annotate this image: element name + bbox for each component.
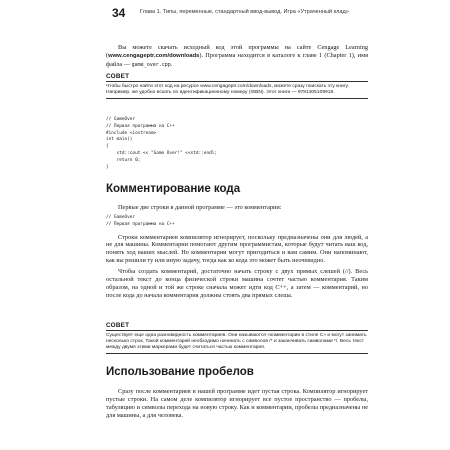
intro-block	[106, 44, 368, 70]
tip-bottom-rule	[106, 353, 368, 354]
page-header	[0, 0, 450, 28]
code-line: // Первая программа на C++	[106, 221, 175, 227]
section-whitespace-body	[106, 388, 368, 420]
code-line: return 0;	[106, 157, 141, 163]
code-line: {	[106, 144, 109, 150]
download-url: www.cengageptr.com/downloads	[108, 52, 200, 59]
tip-title: СОВЕТ	[106, 322, 368, 331]
page-number: 34	[112, 6, 126, 20]
whitespace-paragraph-1: Сразу после комментариев в нашей программе идет пустая строка. Компилятор игнорирует пустые строки. На самом деле компилятор игнорирует все пустое пространство — пробелы, табуляцию и символы перехода на новую строку. Как и комментарии, пробелы предназначены не для машины, а для человека.	[106, 388, 368, 419]
section-lead: Первые две строки в данной программе — это комментарии:	[118, 204, 282, 211]
tip-text: Существует еще одна разновидность комментариев. Они называются «комментарии в стиле С» и могут занимать несколько строк. Такой комментарий необходимо начинать с символов /* и заканчивать символами */. Весь текст между двумя этими маркерами будет считаться частью комментария.	[106, 332, 367, 351]
tip-text: Чтобы быстро найти этот код на ресурсе www.cengageptr.com/downloads, можете сразу поискать эту книгу. Например, же удобно искать по идентификационному номеру (ISBN). Этот книги — 9781305109919.	[106, 83, 349, 95]
tip-bottom-rule	[106, 98, 368, 99]
code-line: std::cout << "Game Over!" <<std::endl;	[106, 150, 218, 156]
intro-text-after-url: ). Программа находится в каталоге к главе 1 (Chapter 1), имя файла —	[106, 51, 368, 68]
running-head: Глава 1. Типы, переменные, стандартный ввод-вывод. Игра «Утраченный клад»	[140, 9, 349, 15]
code-line: int main()	[106, 137, 133, 143]
tip-title: СОВЕТ	[106, 73, 368, 82]
intro-text-before-url: Вы можете скачать исходный код этой программы на сайте Cengage Learning (	[106, 44, 368, 59]
comments-paragraph-1: Строки комментариев компилятор игнорирует, поскольку предназначены они для людей, а не для машины. Комментарии помогают другим программистам, которые будут читать ваш код, понять ход ваших мыслей. Но комментарии могут пригодиться и вам самим. Они напоминают, как вы решили ту или иную задачу, тогда как ко кода это может быть неочевидно.	[106, 233, 368, 265]
code-line: // GameOver	[106, 214, 136, 220]
intro-paragraph	[106, 44, 368, 70]
code-line: }	[106, 164, 109, 170]
code-line: // GameOver	[106, 117, 136, 122]
code-line: #include <iostream>	[106, 130, 157, 136]
code-listing-1	[106, 117, 368, 171]
tip-box-2	[106, 322, 368, 354]
comments-paragraph-2: Чтобы создать комментарий, достаточно начать строку с двух прямых слешей (//). Весь остальной текст до конца физической строки машина сочтет частью комментария. Таким образом, на одной и той же строке сначала может идти код C++, а затем — комментарий, но после кода до начала комментария должны стоять два прямых слеша.	[106, 268, 368, 299]
tip-box-1	[106, 73, 368, 99]
section-heading-whitespace: Использование пробелов	[106, 366, 254, 378]
filename: game_over.cpp	[131, 61, 171, 68]
section-comments-body	[106, 204, 368, 300]
section-heading-comments: Комментирование кода	[106, 183, 241, 195]
intro-text-end: .	[170, 60, 173, 68]
code-line: // Первая программа на C++	[106, 123, 175, 129]
